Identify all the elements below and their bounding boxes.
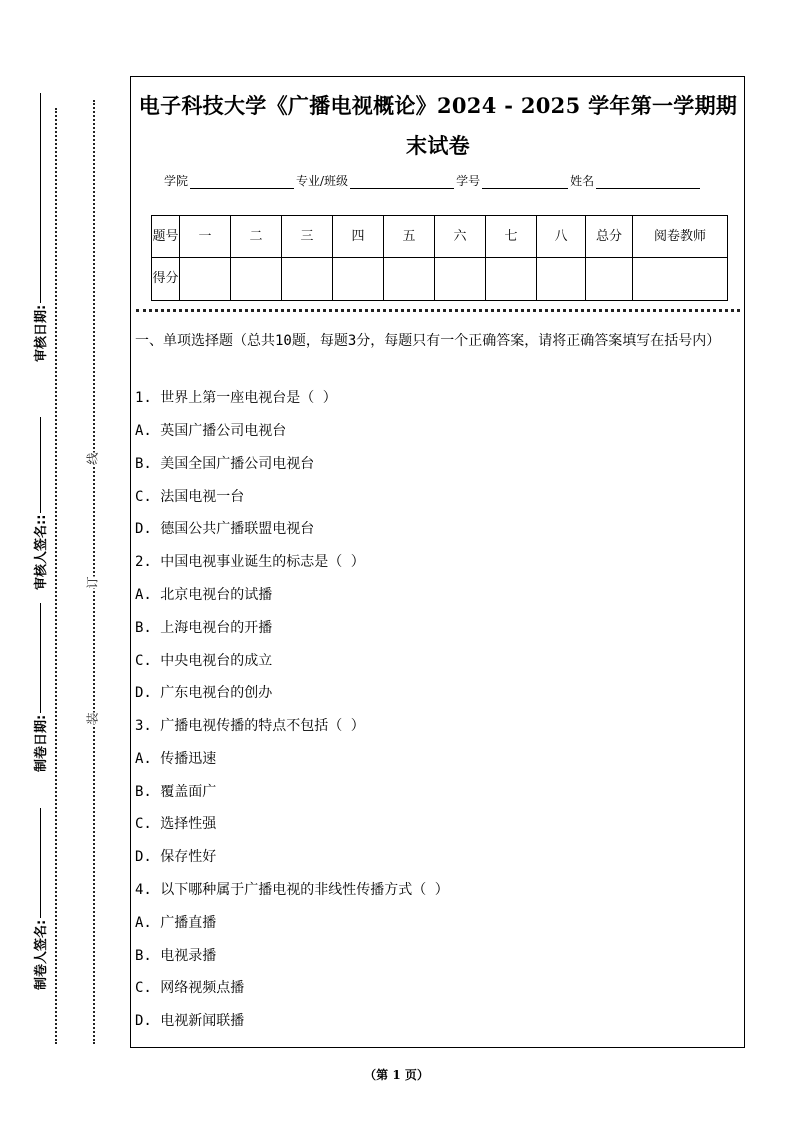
question-stem: 3. 广播电视传播的特点不包括（ ） [135,718,365,734]
score-col-header: 六 [435,216,486,258]
maker-sign-line[interactable] [39,808,41,918]
score-cell[interactable] [435,258,486,301]
option-item: B. 覆盖面广 [135,784,217,800]
reviewer-sign-field [30,417,49,590]
binding-dotted-line-outer [55,108,57,1044]
binding-dotted-line-inner [93,100,95,1044]
score-cell[interactable] [180,258,231,301]
major-class-label: 专业/班级 [296,174,349,188]
binding-char-zhuang: 装 [82,712,103,724]
score-table-header-label: 题号 [152,216,180,258]
option-item: A. 传播迅速 [135,751,217,767]
score-cell[interactable] [282,258,333,301]
reviewer-date-label: 审核日期: [34,304,49,362]
score-col-header: 三 [282,216,333,258]
section1-heading: 一、单项选择题（总共10题，每题3分，每题只有一个正确答案，请将正确答案填写在括号内） [135,333,721,349]
option-item: C. 法国电视一台 [135,489,245,505]
score-cell[interactable] [633,258,728,301]
option-item: C. 选择性强 [135,816,217,832]
score-col-header: 一 [180,216,231,258]
option-item: A. 英国广播公司电视台 [135,423,287,439]
score-cell[interactable] [231,258,282,301]
score-table-header-row [152,216,728,258]
option-item: A. 北京电视台的试播 [135,587,273,603]
student-info-row [164,172,702,189]
college-field[interactable] [190,175,294,189]
option-item: C. 网络视频点播 [135,980,245,996]
score-table [151,215,728,301]
score-cell[interactable] [384,258,435,301]
score-col-header: 七 [486,216,537,258]
maker-date-line[interactable] [39,603,41,713]
option-item: C. 中央电视台的成立 [135,653,273,669]
college-label: 学院 [164,174,189,188]
option-item: B. 电视录播 [135,948,217,964]
question-stem: 2. 中国电视事业诞生的标志是（ ） [135,554,365,570]
exam-title: 电子科技大学《广播电视概论》2024 - 2025 学年第一学期期末试卷 [138,93,738,158]
reviewer-date-field [30,93,49,362]
score-col-header: 八 [537,216,586,258]
option-item: D. 保存性好 [135,849,217,865]
option-item: D. 电视新闻联播 [135,1013,245,1029]
option-item: B. 上海电视台的开播 [135,620,273,636]
reviewer-date-line[interactable] [39,93,41,303]
name-field[interactable] [596,175,700,189]
question-stem: 4. 以下哪种属于广播电视的非线性传播方式（ ） [135,882,449,898]
binding-char-xian: 线 [82,452,103,464]
student-id-field[interactable] [482,175,568,189]
score-col-header: 四 [333,216,384,258]
score-cell[interactable] [586,258,633,301]
option-item: A. 广播直播 [135,915,217,931]
reviewer-sign-label: 审核人签名:: [34,514,49,590]
maker-date-field [30,603,49,772]
score-table-row-label: 得分 [152,258,180,301]
question-stem: 1. 世界上第一座电视台是（ ） [135,390,337,406]
student-id-label: 学号 [456,174,481,188]
option-item: B. 美国全国广播公司电视台 [135,456,315,472]
name-label: 姓名 [570,174,595,188]
reviewer-sign-line[interactable] [39,417,41,513]
maker-sign-field [30,808,49,990]
score-col-header: 总分 [586,216,633,258]
binding-char-ding: 订 [82,576,103,588]
page-number: （第 1 页） [364,1068,429,1082]
score-cell[interactable] [333,258,384,301]
score-table-score-row [152,258,728,301]
maker-sign-label: 制卷人签名: [34,919,49,990]
option-item: D. 广东电视台的创办 [135,685,273,701]
major-class-field[interactable] [350,175,454,189]
score-col-header: 二 [231,216,282,258]
score-cell[interactable] [537,258,586,301]
score-col-header: 阅卷教师 [633,216,728,258]
score-col-header: 五 [384,216,435,258]
score-cell[interactable] [486,258,537,301]
maker-date-label: 制卷日期: [34,714,49,772]
dotted-separator [136,309,740,312]
option-item: D. 德国公共广播联盟电视台 [135,521,315,537]
